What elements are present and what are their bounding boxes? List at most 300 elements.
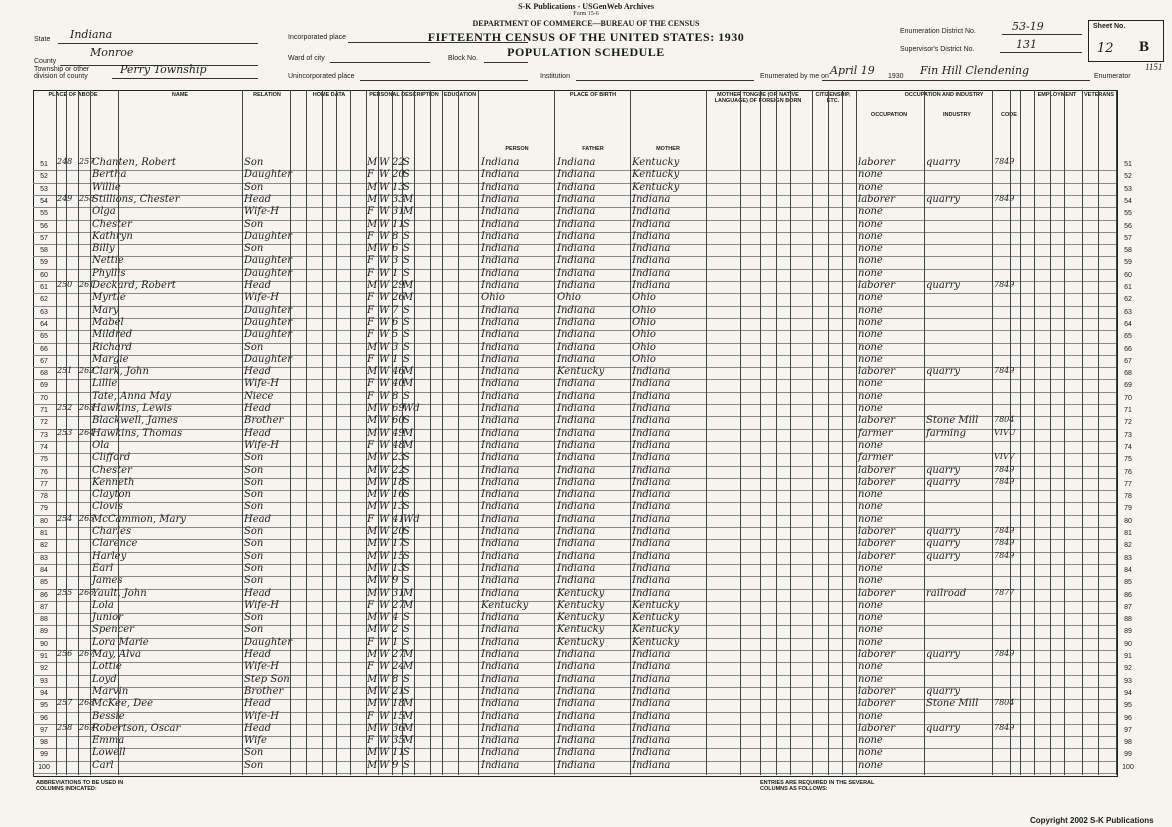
person-name: McCammon, Mary [92,513,186,525]
line-number: 89 [1124,628,1132,636]
birthplace: Indiana [481,685,520,697]
industry: quarry [926,550,961,562]
industry-code: 7849 [994,476,1015,486]
birthplace: Indiana [481,427,520,439]
dwelling-number: 258 [57,722,73,732]
grid-column-line [1064,90,1065,775]
line-number: 85 [1124,579,1132,587]
occupation: none [858,575,883,587]
father-birthplace: Indiana [557,353,596,365]
row-line [33,773,1116,774]
race: W [379,304,390,316]
occupation: none [858,403,883,414]
father-birthplace: Indiana [557,390,596,402]
person-name: Robertson, Oscar [92,722,181,734]
occupation: laborer [858,366,896,378]
birthplace: Indiana [481,378,520,390]
family-number: 269 [79,722,95,732]
birthplace: Ohio [481,292,505,304]
occupation: laborer [858,157,896,168]
age: 24 [392,661,405,673]
occupation: laborer [858,649,896,660]
line-number: 100 [38,763,50,771]
sex: F [367,735,374,747]
birthplace: Indiana [481,747,520,759]
sex: M [367,452,378,464]
relation: Son [244,218,264,230]
marital-status: M [403,722,414,734]
occupation: none [858,661,883,673]
race: W [379,390,390,402]
mother-birthplace: Indiana [632,538,671,550]
line-number: 92 [40,665,48,673]
department-title: DEPARTMENT OF COMMERCE—BUREAU OF THE CENSUS [472,19,700,28]
dwelling-number: 253 [57,427,73,437]
person-name: Charles [92,526,132,537]
father-birthplace: Indiana [557,747,596,759]
line-number: 94 [40,689,48,697]
marital-status: S [403,624,410,636]
father-birthplace: Indiana [557,206,596,218]
sex: F [367,206,374,218]
race: W [379,280,390,291]
age: 6 [392,316,399,328]
line-number: 99 [1124,751,1132,759]
header-employment: EMPLOYMENT [1037,92,1077,98]
occupation: none [858,390,883,402]
birthplace: Indiana [481,587,520,599]
grid-column-line [350,90,351,775]
mother-birthplace: Indiana [632,378,671,390]
age: 40 [392,378,405,390]
relation: Head [244,513,272,525]
line-number: 78 [40,493,48,501]
industry-code: VIVV [994,452,1015,462]
age: 17 [392,538,405,550]
line-number: 63 [1124,308,1132,316]
occupation: laborer [858,550,896,562]
sex: F [367,230,374,242]
father-birthplace: Indiana [557,341,596,353]
sex: M [367,403,378,414]
sex: M [367,698,378,710]
grid-column-line [1020,90,1021,775]
line-number: 98 [40,739,48,747]
birthplace: Indiana [481,649,520,660]
father-birthplace: Indiana [557,710,596,722]
race: W [379,562,390,574]
sex: M [367,722,378,734]
marital-status: M [403,661,414,673]
age: 5 [392,329,399,341]
sex: M [367,538,378,550]
dwelling-number: 254 [57,513,73,523]
industry-code: VIVU [994,427,1016,437]
occupation: laborer [858,698,896,710]
age: 13 [392,181,405,193]
sex: M [367,366,378,378]
line-number: 80 [1124,517,1132,525]
dwelling-number: 256 [57,649,73,658]
line-number: 69 [40,382,48,390]
line-number: 59 [40,259,48,267]
line-number: 63 [40,308,48,316]
line-number: 62 [1124,296,1132,304]
line-number: 58 [1124,247,1132,255]
age: 33 [392,193,405,205]
occupation: farmer [858,452,893,464]
family-number: 266 [79,587,95,597]
relation: Daughter [244,304,292,316]
father-birthplace: Indiana [557,685,596,697]
relation: Son [244,341,264,353]
birthplace: Indiana [481,526,520,537]
line-number: 51 [40,161,48,168]
line-number: 74 [40,443,48,451]
birthplace: Indiana [481,464,520,476]
occupation: laborer [858,526,896,537]
occupation: none [858,439,883,451]
dwelling-number: 249 [57,193,73,203]
person-name: Chester [92,464,132,476]
sex: M [367,759,378,771]
line-number: 74 [1124,443,1132,451]
sex: M [367,464,378,476]
dwelling-number: 255 [57,587,73,597]
line-number: 65 [1124,333,1132,341]
sex: F [367,439,374,451]
father-birthplace: Indiana [557,403,596,414]
age: 23 [392,452,405,464]
line-number: 80 [40,517,48,525]
occupation: none [858,218,883,230]
institution-label: Institution [540,73,570,80]
age: 22 [392,157,405,168]
header-father: FATHER [582,146,604,152]
race: W [379,193,390,205]
footer-entries: ENTRIES ARE REQUIRED IN THE SEVERAL COLUMNS AS FOLLOWS: [760,780,875,792]
occupation: none [858,636,883,648]
birthplace: Indiana [481,476,520,488]
line-number: 68 [40,370,48,378]
dwelling-number: 257 [57,698,73,708]
race: W [379,218,390,230]
relation: Son [244,157,264,168]
race: W [379,636,390,648]
industry-code: 7849 [994,538,1015,548]
grid-column-line [790,90,791,775]
sex: M [367,526,378,537]
marital-status: S [403,538,410,550]
father-birthplace: Indiana [557,550,596,562]
occupation: none [858,501,883,513]
race: W [379,513,390,525]
sex: M [367,157,378,168]
line-number: 53 [1124,185,1132,193]
person-name: Myrtle [92,292,126,304]
mother-birthplace: Indiana [632,415,671,427]
age: 49 [392,427,405,439]
mother-birthplace: Kentucky [632,624,680,636]
person-name: Junior [92,612,123,624]
sex: M [367,575,378,587]
person-name: Clarence [92,538,138,550]
age: 3 [392,255,399,267]
marital-status: M [403,427,414,439]
sex: M [367,181,378,193]
relation: Head [244,649,272,660]
industry-code: 7849 [994,526,1015,535]
birthplace: Indiana [481,329,520,341]
birthplace: Indiana [481,624,520,636]
relation: Wife-H [244,292,280,304]
father-birthplace: Indiana [557,304,596,316]
relation: Daughter [244,169,292,181]
line-number: 64 [1124,320,1132,328]
grid-column-line [442,90,443,775]
relation: Son [244,612,264,624]
mother-birthplace: Ohio [632,316,656,328]
relation: Head [244,427,272,439]
occupation: laborer [858,193,896,205]
father-birthplace: Indiana [557,526,596,537]
age: 13 [392,562,405,574]
birthplace: Indiana [481,304,520,316]
occupation: laborer [858,464,896,476]
sex: F [367,378,374,390]
header-person: PERSON [505,146,529,152]
person-name: Billy [92,243,115,255]
age: 18 [392,476,405,488]
race: W [379,464,390,476]
sex: M [367,624,378,636]
line-number: 53 [40,185,48,193]
marital-status: S [403,747,410,759]
mother-birthplace: Indiana [632,587,671,599]
page-stamp: 1151 [1145,62,1163,72]
mother-birthplace: Indiana [632,759,671,771]
father-birthplace: Indiana [557,476,596,488]
race: W [379,735,390,747]
birthplace: Indiana [481,341,520,353]
line-number: 93 [40,677,48,685]
race: W [379,710,390,722]
dwelling-number: 248 [57,157,73,166]
mother-birthplace: Kentucky [632,157,680,168]
line-number: 67 [1124,357,1132,365]
father-birthplace: Indiana [557,735,596,747]
relation: Son [244,452,264,464]
grid-column-line [1098,90,1099,775]
occupation: laborer [858,722,896,734]
grid-column-line [78,90,79,775]
sheet-number-box [1088,20,1164,62]
race: W [379,206,390,218]
marital-status: S [403,169,410,181]
age: 2 [392,624,399,636]
dwelling-number: 250 [57,280,73,289]
occupation: none [858,513,883,525]
marital-status: M [403,366,414,378]
sex: F [367,169,374,181]
father-birthplace: Indiana [557,722,596,734]
marital-status: S [403,243,410,255]
line-number: 86 [40,591,48,599]
marital-status: M [403,378,414,390]
marital-status: S [403,353,410,365]
line-number: 87 [1124,603,1132,611]
father-birthplace: Indiana [557,575,596,587]
mother-birthplace: Indiana [632,747,671,759]
father-birthplace: Indiana [557,316,596,328]
industry: quarry [926,685,961,697]
race: W [379,550,390,562]
relation: Head [244,403,272,414]
occupation: farmer [858,427,893,439]
line-number: 95 [1124,702,1132,710]
mother-birthplace: Indiana [632,526,671,537]
occupation: none [858,759,883,771]
birthplace: Indiana [481,193,520,205]
person-name: Lowell [92,747,126,759]
line-number: 94 [1124,689,1132,697]
birthplace: Indiana [481,501,520,513]
sex: F [367,316,374,328]
occupation: laborer [858,476,896,488]
birthplace: Indiana [481,562,520,574]
occupation: laborer [858,685,896,697]
line-number: 61 [40,284,48,291]
father-birthplace: Indiana [557,255,596,267]
relation: Niece [244,390,274,402]
relation: Head [244,587,272,599]
grid-column-line [430,90,431,775]
age: 46 [392,366,405,378]
line-number: 76 [1124,468,1132,476]
line-number: 88 [40,616,48,624]
mother-birthplace: Kentucky [632,599,680,611]
mother-birthplace: Indiana [632,550,671,562]
relation: Son [244,562,264,574]
header-occupation: OCCUPATION AND INDUSTRY [904,92,984,98]
father-birthplace: Ohio [557,292,581,304]
mother-birthplace: Ohio [632,353,656,365]
ed-label: Enumeration District No. [900,28,976,35]
sex: M [367,501,378,513]
marital-status: M [403,206,414,218]
township-value: Perry Township [120,63,207,76]
mother-birthplace: Indiana [632,735,671,747]
race: W [379,378,390,390]
birthplace: Indiana [481,316,520,328]
marital-status: S [403,267,410,279]
race: W [379,538,390,550]
grid-column-line [1116,90,1117,775]
line-number: 87 [40,603,48,611]
race: W [379,612,390,624]
industry: railroad [926,587,967,599]
occupation: none [858,169,883,181]
birthplace: Indiana [481,403,520,414]
occupation: none [858,267,883,279]
father-birthplace: Indiana [557,267,596,279]
relation: Daughter [244,255,292,267]
header-education: EDUCATION [443,92,477,98]
grid-column-line [322,90,323,775]
age: 11 [392,747,405,759]
occupation: none [858,747,883,759]
copyright: Copyright 2002 S-K Publications [1030,816,1154,825]
mother-birthplace: Indiana [632,464,671,476]
line-number: 98 [1124,739,1132,747]
industry: quarry [926,366,961,378]
birthplace: Indiana [481,230,520,242]
relation: Daughter [244,636,292,648]
sex: M [367,550,378,562]
ward-label: Ward of city [288,55,325,62]
line-number: 52 [1124,173,1132,181]
sex: M [367,341,378,353]
relation: Son [244,243,264,255]
relation: Son [244,747,264,759]
block-label: Block No. [448,55,478,62]
line-number: 93 [1124,677,1132,685]
race: W [379,649,390,660]
person-name: Phyllis [92,267,126,279]
enumerator-name: Fin Hill Clendening [920,64,1030,77]
person-name: Mary [92,304,119,316]
marital-status: M [403,599,414,611]
age: 4 [392,612,399,624]
sheet-label: Sheet No. [1093,23,1126,30]
race: W [379,341,390,353]
line-number: 85 [40,579,48,587]
race: W [379,255,390,267]
person-name: Chester [92,218,132,230]
person-name: Stillions, Chester [92,193,180,205]
line-number: 81 [40,530,48,537]
relation: Head [244,698,272,710]
age: 21 [392,685,405,697]
person-name: Yault, John [92,587,147,599]
birthplace: Indiana [481,612,520,624]
mother-birthplace: Indiana [632,427,671,439]
father-birthplace: Indiana [557,427,596,439]
mother-birthplace: Ohio [632,329,656,341]
person-name: Richard [92,341,132,353]
mother-birthplace: Indiana [632,218,671,230]
line-number: 70 [1124,394,1132,402]
industry: Stone Mill [926,415,979,427]
marital-status: S [403,526,410,537]
header-abode: PLACE OF ABODE [48,92,98,98]
race: W [379,157,390,168]
occupation: none [858,673,883,685]
father-birthplace: Indiana [557,378,596,390]
relation: Wife-H [244,439,280,451]
sex: M [367,562,378,574]
family-number: 261 [79,280,95,289]
industry-code: 7849 [994,722,1015,732]
line-number: 66 [40,345,48,353]
relation: Wife-H [244,661,280,673]
line-number: 79 [1124,505,1132,513]
race: W [379,243,390,255]
relation: Son [244,489,264,501]
age: 15 [392,710,405,722]
mother-birthplace: Kentucky [632,636,680,648]
birthplace: Indiana [481,513,520,525]
